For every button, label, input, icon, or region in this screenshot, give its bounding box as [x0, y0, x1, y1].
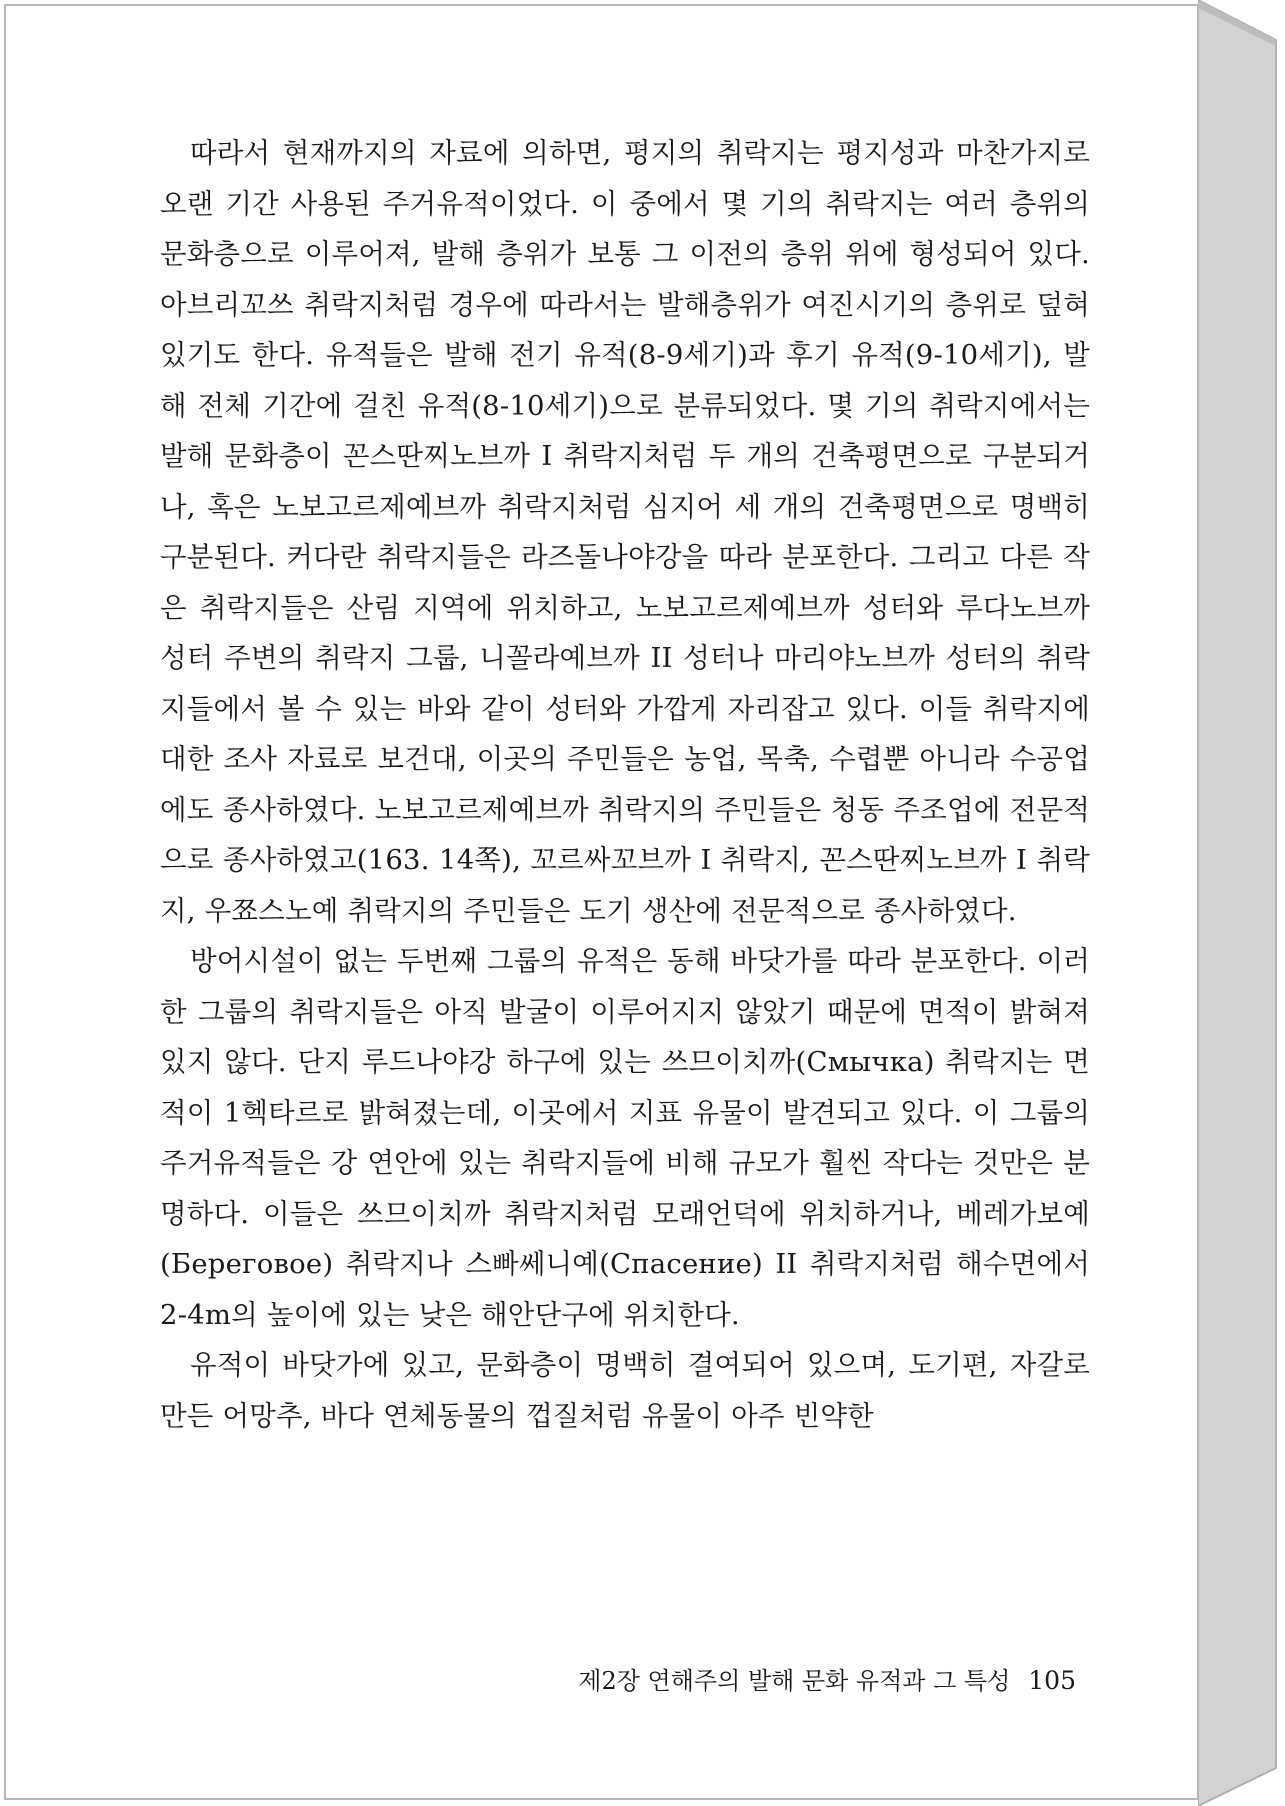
paragraph-3: 유적이 바닷가에 있고, 문화층이 명백히 결여되어 있으며, 도기편, 자갈로 만든 어망추, 바다 연체동물의 껍질처럼 유물이 아주 빈약한 [160, 1349, 1090, 1432]
paragraph-1: 따라서 현재까지의 자료에 의하면, 평지의 취락지는 평지성과 마찬가지로 오랜 기간 사용된 주거유적이었다. 이 중에서 몇 기의 취락지는 여러 층위의 문화층으로 이루어져, 발해 층위가 보통 그 이전의 층위 위에 형성되어 있다. 아브리꼬쓰 취락지처럼 경우에 따라서는 발해층위가 여진시기의 층위로 덮혀 있기도 한다. 유적들은 발해 전기 유적(8-9세기)과 후기 유적(9-10세기), 발해 전체 기간에 걸친 유적(8-10세기)으로 분류되었다. 몇 기의 취락지에서는 발해 문화층이 꼰스딴찌노브까 I 취락지처럼 두 개의 건축평면으로 구분되거나, 혹은 노보고르제예브까 취락지처럼 심지어 세 개의 건축평면으로 명백히 구분된다. 커다란 취락지들은 라즈돌나야강을 따라 분포한다. 그리고 다른 작은 취락지들은 산림 지역에 위치하고, 노보고르제예브까 성터와 루다노브까 성터 주변의 취락지 그룹, 니꼴라예브까 II 성터나 마리야노브까 성터의 취락지들에서 볼 수 있는 바와 같이 성터와 가깝게 자리잡고 있다. 이들 취락지에 대한 조사 자료로 보건대, 이곳의 주민들은 농업, 목축, 수렵뿐 아니라 수공업에도 종사하였다. 노보고르제예브까 취락지의 주민들은 청동 주조업에 전문적으로 종사하였고(163. 14쪽), 꼬르싸꼬브까 I 취락지, 꼰스딴찌노브까 I 취락지, 우쬬스노예 취락지의 주민들은 도기 생산에 전문적으로 종사하였다. [160, 137, 1090, 927]
document-page [4, 4, 1199, 1800]
running-title: 제2장 연해주의 발해 문화 유적과 그 특성 [578, 1667, 1011, 1695]
page-stack-edge [1198, 0, 1278, 1806]
body-text [160, 128, 1090, 1441]
page-number: 105 [1028, 1666, 1076, 1695]
paragraph-2: 방어시설이 없는 두번째 그룹의 유적은 동해 바닷가를 따라 분포한다. 이러한 그룹의 취락지들은 아직 발굴이 이루어지지 않았기 때문에 면적이 밝혀져 있지 않다. 단지 루드나야강 하구에 있는 쓰므이치까(Смычка) 취락지는 면적이 1헥타르로 밝혀졌는데, 이곳에서 지표 유물이 발견되고 있다. 이 그룹의 주거유적들은 강 연안에 있는 취락지들에 비해 규모가 훨씬 작다는 것만은 분명하다. 이들은 쓰므이치까 취락지처럼 모래언덕에 위치하거나, 베레가보예(Береговое) 취락지나 스빠쎄니예(Спасение) II 취락지처럼 해수면에서 2-4m의 높이에 있는 낮은 해안단구에 위치한다. [160, 945, 1090, 1331]
page-footer [566, 1661, 1076, 1696]
